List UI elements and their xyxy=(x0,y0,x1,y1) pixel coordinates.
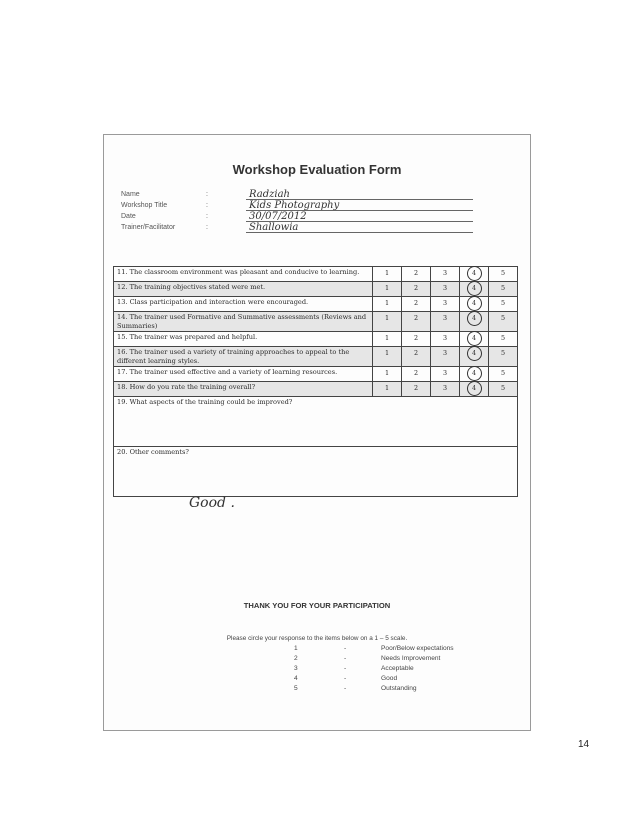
rating-value: 5 xyxy=(500,384,506,392)
question-text: 17. The trainer used effective and a variety of learning resources. xyxy=(114,367,373,382)
rating-option-1[interactable] xyxy=(373,267,402,282)
rating-value: 5 xyxy=(500,299,506,307)
rating-value: 3 xyxy=(442,369,448,377)
rating-value: 3 xyxy=(442,269,448,277)
scale-text: Good xyxy=(381,675,398,682)
rating-value: 1 xyxy=(384,299,390,307)
rating-option-4[interactable] xyxy=(460,382,489,397)
question-row xyxy=(114,332,518,347)
rating-option-3[interactable] xyxy=(431,282,460,297)
question-row xyxy=(114,297,518,312)
rating-value: 4 xyxy=(467,346,482,361)
info-label: Name xyxy=(121,191,140,198)
rating-value: 5 xyxy=(500,269,506,277)
rating-option-2[interactable] xyxy=(402,382,431,397)
handwritten-name: Radziah xyxy=(249,189,290,200)
rating-option-4[interactable] xyxy=(460,312,489,332)
scale-legend xyxy=(294,645,454,695)
rating-option-1[interactable] xyxy=(373,367,402,382)
rating-option-1[interactable] xyxy=(373,282,402,297)
rating-value: 1 xyxy=(384,384,390,392)
rating-value: 4 xyxy=(467,281,482,296)
rating-value: 2 xyxy=(413,334,419,342)
scale-text: Outstanding xyxy=(381,685,417,692)
scale-dash: - xyxy=(344,645,347,652)
question-19 xyxy=(114,397,518,447)
question-text: 11. The classroom environment was pleasant and conducive to learning. xyxy=(114,267,373,282)
question-row xyxy=(114,367,518,382)
scale-dash: - xyxy=(344,655,347,662)
rating-value: 5 xyxy=(500,334,506,342)
question-19-text: 19. What aspects of the training could be improved? xyxy=(117,398,293,406)
rating-option-2[interactable] xyxy=(402,267,431,282)
info-label: Date xyxy=(121,213,136,220)
scale-row xyxy=(294,685,454,695)
info-colon: : xyxy=(206,202,208,209)
rating-value: 2 xyxy=(413,314,419,322)
scale-text: Poor/Below expectations xyxy=(381,645,454,652)
question-19-row xyxy=(114,397,518,447)
rating-value: 4 xyxy=(467,366,482,381)
scale-dash: - xyxy=(344,665,347,672)
rating-option-5[interactable] xyxy=(489,347,518,367)
rating-value: 1 xyxy=(384,349,390,357)
question-20 xyxy=(114,447,518,497)
rating-option-4[interactable] xyxy=(460,367,489,382)
rating-option-5[interactable] xyxy=(489,297,518,312)
rating-option-3[interactable] xyxy=(431,267,460,282)
rating-option-5[interactable] xyxy=(489,267,518,282)
scale-number: 3 xyxy=(294,665,298,672)
rating-option-5[interactable] xyxy=(489,332,518,347)
rating-value: 3 xyxy=(442,314,448,322)
rating-value: 1 xyxy=(384,314,390,322)
rating-option-3[interactable] xyxy=(431,332,460,347)
info-block xyxy=(121,190,461,234)
rating-table-body xyxy=(114,267,518,397)
scale-instructions: Please circle your response to the items below on a 1 – 5 scale. xyxy=(226,635,408,642)
rating-table xyxy=(113,266,518,497)
rating-option-4[interactable] xyxy=(460,267,489,282)
rating-value: 4 xyxy=(467,331,482,346)
rating-option-2[interactable] xyxy=(402,282,431,297)
question-row xyxy=(114,312,518,332)
scale-row xyxy=(294,675,454,685)
rating-value: 4 xyxy=(467,311,482,326)
rating-option-1[interactable] xyxy=(373,382,402,397)
scale-number: 1 xyxy=(294,645,298,652)
info-label: Workshop Title xyxy=(121,202,168,209)
question-text: 16. The trainer used a variety of training approaches to appeal to the different learning styles. xyxy=(114,347,373,367)
rating-option-3[interactable] xyxy=(431,347,460,367)
scale-dash: - xyxy=(344,685,347,692)
question-row xyxy=(114,282,518,297)
rating-value: 1 xyxy=(384,369,390,377)
scale-text: Acceptable xyxy=(381,665,414,672)
handwritten-title: Kids Photography xyxy=(249,200,340,211)
rating-value: 1 xyxy=(384,284,390,292)
rating-option-1[interactable] xyxy=(373,332,402,347)
rating-value: 3 xyxy=(442,384,448,392)
rating-value: 3 xyxy=(442,349,448,357)
scale-row xyxy=(294,655,454,665)
page-number: 14 xyxy=(578,739,590,750)
info-colon: : xyxy=(206,191,208,198)
rating-value: 2 xyxy=(413,369,419,377)
rating-option-2[interactable] xyxy=(402,297,431,312)
rating-option-3[interactable] xyxy=(431,297,460,312)
form-title: Workshop Evaluation Form xyxy=(232,162,402,177)
info-label: Trainer/Facilitator xyxy=(121,224,176,231)
rating-value: 1 xyxy=(384,334,390,342)
scale-text: Needs Improvement xyxy=(381,655,441,662)
rating-value: 2 xyxy=(413,384,419,392)
question-row xyxy=(114,382,518,397)
rating-value: 5 xyxy=(500,284,506,292)
rating-option-4[interactable] xyxy=(460,332,489,347)
rating-option-4[interactable] xyxy=(460,297,489,312)
rating-option-2[interactable] xyxy=(402,367,431,382)
rating-option-4[interactable] xyxy=(460,347,489,367)
rating-value: 4 xyxy=(467,296,482,311)
handwritten-date: 30/07/2012 xyxy=(249,211,307,222)
question-20-row xyxy=(114,447,518,497)
question-text: 18. How do you rate the training overall? xyxy=(114,382,373,397)
rating-option-2[interactable] xyxy=(402,312,431,332)
info-colon: : xyxy=(206,224,208,231)
rating-option-3[interactable] xyxy=(431,312,460,332)
rating-option-4[interactable] xyxy=(460,282,489,297)
question-row xyxy=(114,347,518,367)
rating-value: 1 xyxy=(384,269,390,277)
rating-value: 3 xyxy=(442,299,448,307)
thank-you-heading: THANK YOU FOR YOUR PARTICIPATION xyxy=(243,601,391,610)
scale-dash: - xyxy=(344,675,347,682)
scale-row xyxy=(294,665,454,675)
rating-option-3[interactable] xyxy=(431,382,460,397)
rating-option-5[interactable] xyxy=(489,282,518,297)
info-colon: : xyxy=(206,213,208,220)
question-row xyxy=(114,267,518,282)
rating-option-2[interactable] xyxy=(402,347,431,367)
rating-option-5[interactable] xyxy=(489,382,518,397)
rating-value: 3 xyxy=(442,284,448,292)
rating-option-1[interactable] xyxy=(373,297,402,312)
rating-value: 4 xyxy=(467,381,482,396)
rating-value: 2 xyxy=(413,269,419,277)
question-text: 14. The trainer used Formative and Summative assessments (Reviews and Summaries) xyxy=(114,312,373,332)
rating-option-1[interactable] xyxy=(373,347,402,367)
question-text: 13. Class participation and interaction were encouraged. xyxy=(114,297,373,312)
rating-value: 4 xyxy=(467,266,482,281)
rating-option-5[interactable] xyxy=(489,367,518,382)
scale-number: 2 xyxy=(294,655,298,662)
info-row-trainer xyxy=(121,223,461,234)
question-text: 15. The trainer was prepared and helpful. xyxy=(114,332,373,347)
rating-option-5[interactable] xyxy=(489,312,518,332)
scale-row xyxy=(294,645,454,655)
handwritten-answer-19: Good . xyxy=(189,495,235,511)
question-text: 12. The training objectives stated were met. xyxy=(114,282,373,297)
handwritten-trainer: Shallowia xyxy=(249,222,299,233)
rating-value: 2 xyxy=(413,284,419,292)
scale-number: 4 xyxy=(294,675,298,682)
rating-value: 5 xyxy=(500,314,506,322)
scanned-form xyxy=(103,134,531,731)
rating-value: 5 xyxy=(500,369,506,377)
rating-value: 5 xyxy=(500,349,506,357)
rating-value: 2 xyxy=(413,349,419,357)
rating-value: 3 xyxy=(442,334,448,342)
rating-option-1[interactable] xyxy=(373,312,402,332)
rating-value: 2 xyxy=(413,299,419,307)
rating-option-2[interactable] xyxy=(402,332,431,347)
rating-option-3[interactable] xyxy=(431,367,460,382)
scale-number: 5 xyxy=(294,685,298,692)
question-20-text: 20. Other comments? xyxy=(117,448,189,456)
